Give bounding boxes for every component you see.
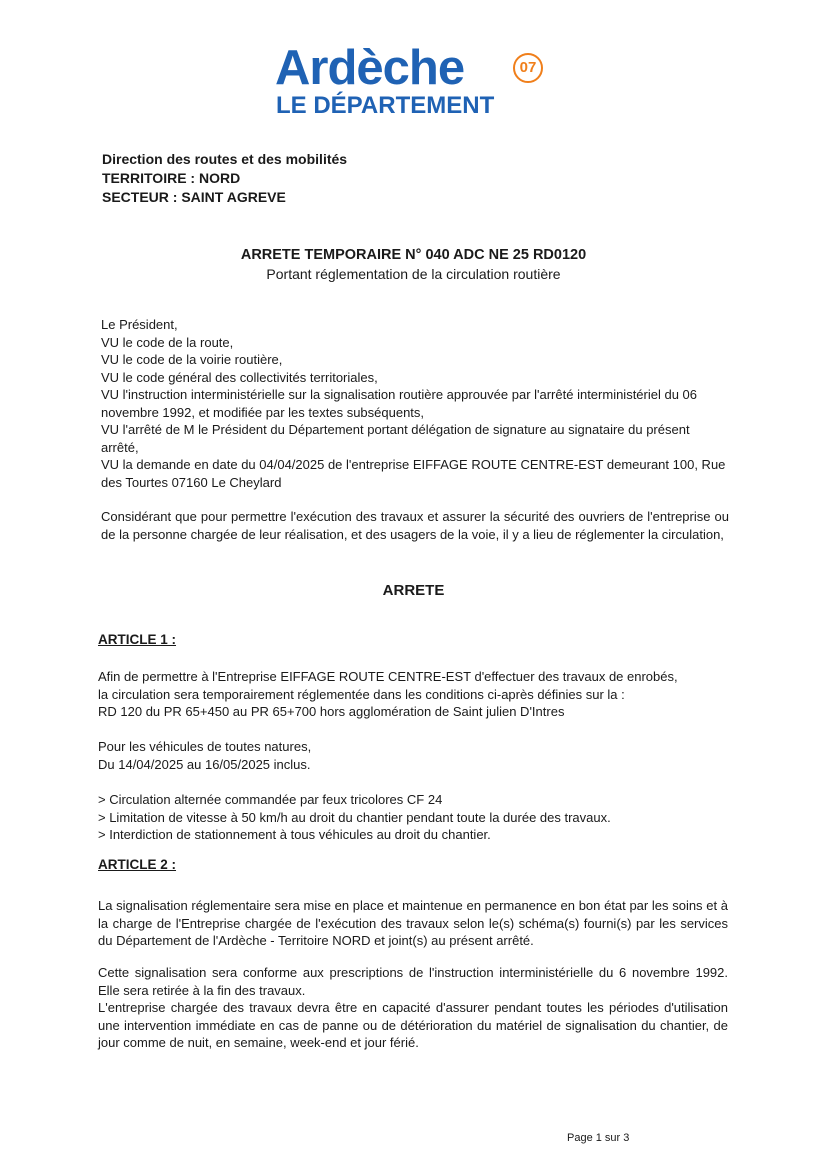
arrete-heading: ARRETE [382, 582, 445, 599]
article-1-location: RD 120 du PR 65+450 au PR 65+700 hors agglomération de Saint julien D'Intres [98, 704, 565, 719]
article-1-intro-line: la circulation sera temporairement réglementée dans les conditions ci-après définies sur la : [98, 686, 625, 702]
visa-line: VU l'instruction interministérielle sur la signalisation routière approuvée par l'arrêté interministériel du 06 novembre 1992, et modifiée par les textes subséquents, [101, 387, 698, 420]
logo-subtitle: LE DÉPARTEMENT [276, 92, 495, 119]
decree-title: ARRETE TEMPORAIRE N° 040 ADC NE 25 RD0120 [240, 247, 587, 263]
article-2-heading: ARTICLE 2 : [98, 857, 177, 872]
article-2-conformity: Cette signalisation sera conforme aux prescriptions de l'instruction interministérielle du 6 novembre 1992. Elle sera retirée à la fin des travaux. [98, 965, 728, 998]
page-number: Page 1 sur 3 [567, 1132, 630, 1144]
measure-item: > Limitation de vitesse à 50 km/h au droit du chantier pendant toute la durée des travaux. [98, 809, 611, 825]
visa-line: VU le code de la route, [101, 334, 234, 350]
header-territory: TERRITOIRE : NORD [102, 170, 241, 186]
considerant-paragraph: Considérant que pour permettre l'exécution des travaux et assurer la sécurité des ouvriers de l'entreprise ou de la personne chargée de leur réalisation, et des usagers de la voie, il y a lieu de réglementer la circulation, [101, 509, 729, 542]
logo-name: Ardèche [275, 41, 465, 95]
measure-item: > Interdiction de stationnement à tous véhicules au droit du chantier. [98, 827, 491, 842]
issuing-service-header [102, 150, 347, 207]
header-direction: Direction des routes et des mobilités [102, 151, 348, 167]
visa-line: VU le code général des collectivités territoriales, [101, 369, 378, 385]
logo-department-number: 07 [513, 53, 543, 83]
measure-item: > Circulation alternée commandée par feux tricolores CF 24 [98, 792, 443, 807]
department-logo [0, 41, 827, 124]
decree-subtitle: Portant réglementation de la circulation routière [266, 266, 561, 282]
visa-line: VU l'arrêté de M le Président du Département portant délégation de signature au signataire du présent arrêté, [101, 422, 690, 455]
visas-section [101, 316, 729, 491]
visa-line: VU la demande en date du 04/04/2025 de l'entreprise EIFFAGE ROUTE CENTRE-EST demeurant 100, Rue des Tourtes 07160 Le Cheylard [101, 457, 726, 490]
article-2-paragraph-1: La signalisation réglementaire sera mise en place et maintenue en permanence en bon état par les soins et à la charge de l'Entreprise chargée de l'exécution des travaux selon le(s) schéma(s) fourni(s) par les services du Département de l'Ardèche - Territoire NORD et joint(s) au présent arrêté. [98, 898, 728, 948]
header-sector: SECTEUR : SAINT AGREVE [102, 189, 286, 205]
article-1-scope [98, 738, 728, 773]
article-1-intro [98, 668, 728, 721]
article-1-vehicles: Pour les véhicules de toutes natures, [98, 739, 312, 754]
article-1-heading: ARTICLE 1 : [98, 632, 177, 647]
article-1-period: Du 14/04/2025 au 16/05/2025 inclus. [98, 756, 311, 772]
article-1-intro-line: Afin de permettre à l'Entreprise EIFFAGE ROUTE CENTRE-EST d'effectuer des travaux de enrobés, [98, 669, 678, 684]
article-1-measures [98, 791, 728, 844]
article-2-obligation: L'entreprise chargée des travaux devra être en capacité d'assurer pendant toutes les périodes d'utilisation une intervention immédiate en cas de panne ou de détérioration du matériel de signalisation du chantier, de jour comme de nuit, en semaine, week-end et jour férié. [98, 1000, 728, 1050]
visa-line: Le Président, [101, 317, 178, 332]
article-2-paragraph-2 [98, 964, 728, 1052]
visa-line: VU le code de la voirie routière, [101, 352, 283, 367]
